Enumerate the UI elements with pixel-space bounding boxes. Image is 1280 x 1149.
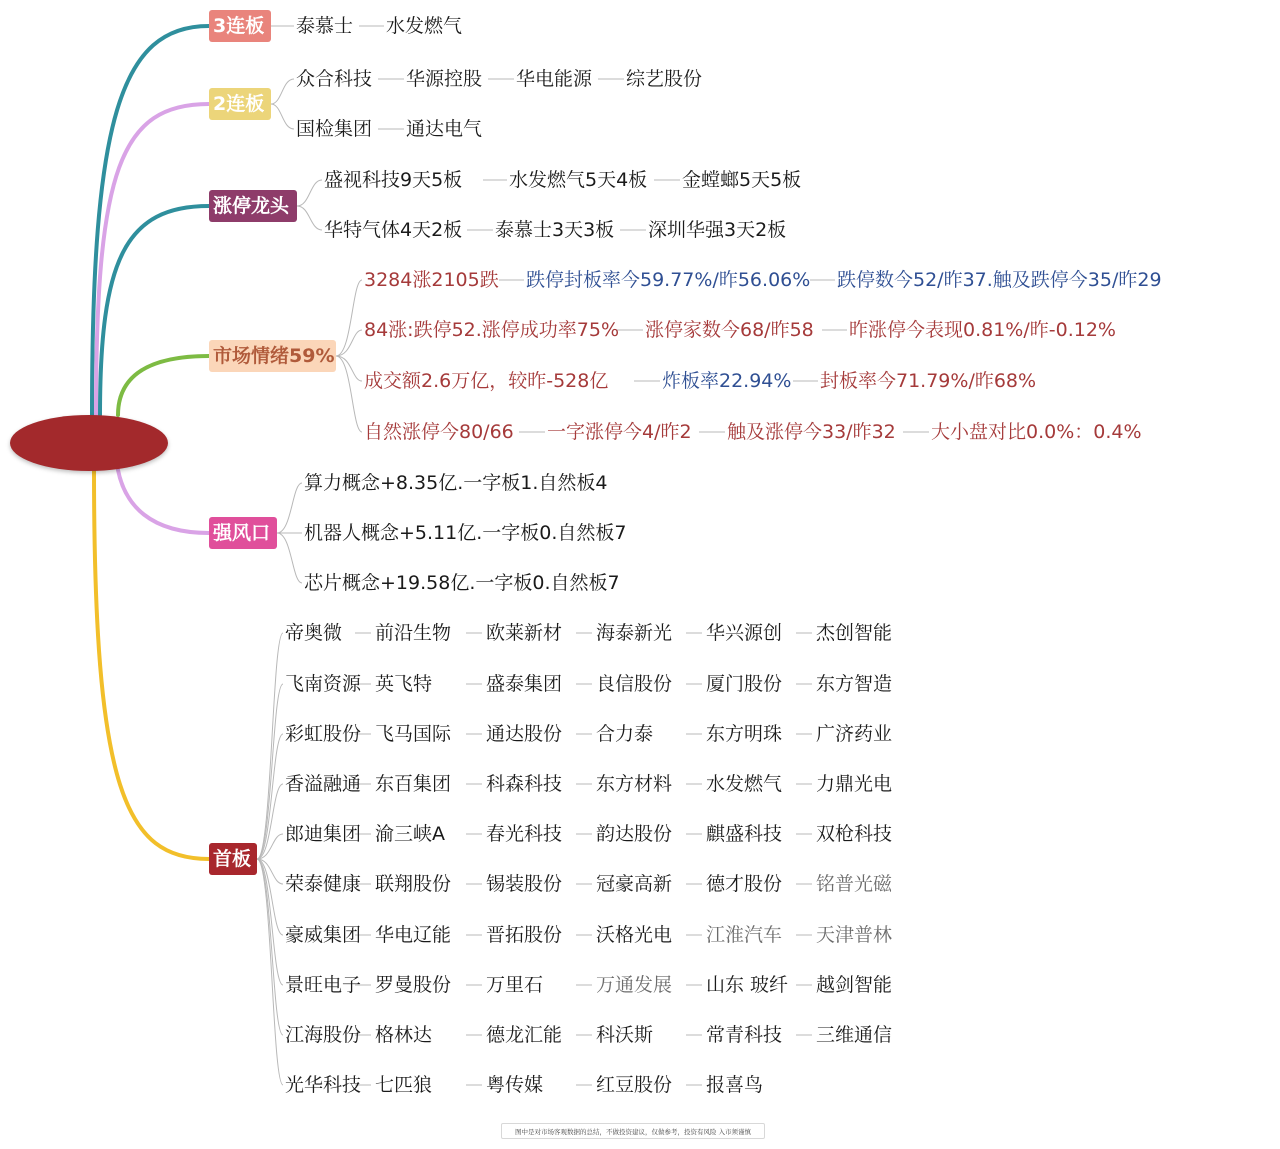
leaf-3lian[interactable]: 水发燃气 <box>386 15 463 37</box>
leaf-shouban[interactable]: 德龙汇能 <box>486 1024 563 1046</box>
branch-longtou <box>100 206 209 415</box>
leaf-sentiment[interactable]: 炸板率22.94% <box>662 370 792 392</box>
leaf-sentiment[interactable]: 自然涨停今80/66 <box>364 421 514 443</box>
leaf-shouban[interactable]: 飞马国际 <box>375 723 452 745</box>
leaf-shouban[interactable]: 合力泰 <box>596 723 654 745</box>
leaf-shouban[interactable]: 东方智造 <box>816 673 893 695</box>
leaf-shouban[interactable]: 韵达股份 <box>596 823 673 845</box>
leaf-shouban[interactable]: 广济药业 <box>816 723 893 745</box>
leaf-3lian[interactable]: 泰慕士 <box>296 15 354 37</box>
category-2lianban[interactable]: 2连板 <box>209 88 271 120</box>
category-market-sentiment[interactable]: 市场情绪59% <box>209 340 336 372</box>
leaf-shouban[interactable]: 双枪科技 <box>816 823 893 845</box>
leaf-shouban[interactable]: 欧莱新材 <box>486 622 563 644</box>
category-zhangting-longtou[interactable]: 涨停龙头 <box>209 190 297 222</box>
leaf-sentiment[interactable]: 84涨:跌停52.涨停成功率75% <box>364 319 620 341</box>
branch-2lian <box>96 104 209 415</box>
leaf-shouban[interactable]: 晋拓股份 <box>486 924 563 946</box>
leaf-sentiment[interactable]: 跌停数今52/昨37.触及跌停今35/昨29 <box>837 269 1162 291</box>
leaf-sentiment[interactable]: 涨停家数今68/昨58 <box>645 319 814 341</box>
category-shouban[interactable]: 首板 <box>209 843 257 875</box>
leaf-fengkou[interactable]: 芯片概念+19.58亿.一字板0.自然板7 <box>304 572 620 594</box>
disclaimer-footer: 图中是对市场客观数据的总结，不做投资建议，仅做参考，投资有风险 入市须谨慎 <box>501 1123 765 1139</box>
leaf-shouban[interactable]: 三维通信 <box>816 1024 893 1046</box>
leaf-shouban[interactable]: 渝三峡A <box>375 823 445 845</box>
leaf-longtou[interactable]: 泰慕士3天3板 <box>495 219 615 241</box>
leaf-shouban[interactable]: 英飞特 <box>375 673 433 695</box>
leaf-fengkou[interactable]: 算力概念+8.35亿.一字板1.自然板4 <box>304 472 608 494</box>
category-3lianban[interactable]: 3连板 <box>209 10 271 42</box>
branch-qingxu <box>118 356 209 415</box>
leaf-sentiment[interactable]: 大小盘对比0.0%：0.4% <box>931 421 1142 443</box>
leaf-shouban[interactable]: 豪威集团 <box>285 924 362 946</box>
leaf-shouban[interactable]: 荣泰健康 <box>285 873 362 895</box>
leaf-shouban[interactable]: 厦门股份 <box>706 673 783 695</box>
leaf-shouban[interactable]: 红豆股份 <box>596 1074 673 1096</box>
root-node[interactable] <box>10 415 168 471</box>
leaf-shouban[interactable]: 飞南资源 <box>285 673 362 695</box>
leaf-shouban[interactable]: 越剑智能 <box>816 974 893 996</box>
leaf-shouban[interactable]: 锡装股份 <box>486 873 563 895</box>
leaf-shouban[interactable]: 前沿生物 <box>375 622 452 644</box>
leaf-2lian[interactable]: 通达电气 <box>406 118 483 140</box>
leaf-shouban[interactable]: 江淮汽车 <box>706 924 783 946</box>
leaf-2lian[interactable]: 众合科技 <box>296 68 373 90</box>
leaf-shouban[interactable]: 郎迪集团 <box>285 823 362 845</box>
leaf-shouban[interactable]: 良信股份 <box>596 673 673 695</box>
leaf-shouban[interactable]: 光华科技 <box>285 1074 362 1096</box>
leaf-longtou[interactable]: 水发燃气5天4板 <box>509 169 648 191</box>
branch-shouban <box>94 470 209 859</box>
leaf-longtou[interactable]: 盛视科技9天5板 <box>324 169 463 191</box>
leaf-sentiment[interactable]: 一字涨停今4/昨2 <box>547 421 692 443</box>
leaf-2lian[interactable]: 综艺股份 <box>626 68 703 90</box>
leaf-2lian[interactable]: 华电能源 <box>516 68 593 90</box>
leaf-shouban[interactable]: 彩虹股份 <box>285 723 362 745</box>
leaf-shouban[interactable]: 科沃斯 <box>596 1024 654 1046</box>
leaf-fengkou[interactable]: 机器人概念+5.11亿.一字板0.自然板7 <box>304 522 627 544</box>
leaf-sentiment[interactable]: 3284涨2105跌 <box>364 269 499 291</box>
leaf-longtou[interactable]: 华特气体4天2板 <box>324 219 463 241</box>
leaf-shouban[interactable]: 东方材料 <box>596 773 673 795</box>
leaf-shouban[interactable]: 山东 玻纤 <box>706 974 789 996</box>
leaf-shouban[interactable]: 力鼎光电 <box>816 773 893 795</box>
leaf-shouban[interactable]: 香溢融通 <box>285 773 362 795</box>
category-qiang-fengkou[interactable]: 强风口 <box>209 517 277 549</box>
leaf-shouban[interactable]: 沃格光电 <box>596 924 673 946</box>
leaf-shouban[interactable]: 粤传媒 <box>486 1074 544 1096</box>
leaf-shouban[interactable]: 华兴源创 <box>706 622 783 644</box>
leaf-shouban[interactable]: 罗曼股份 <box>375 974 452 996</box>
leaf-shouban[interactable]: 景旺电子 <box>285 974 362 996</box>
leaf-sentiment[interactable]: 触及涨停今33/昨32 <box>727 421 896 443</box>
leaf-shouban[interactable]: 江海股份 <box>285 1024 362 1046</box>
leaf-2lian[interactable]: 华源控股 <box>406 68 483 90</box>
leaf-shouban[interactable]: 格林达 <box>375 1024 433 1046</box>
leaf-shouban[interactable]: 科森科技 <box>486 773 563 795</box>
leaf-shouban[interactable]: 盛泰集团 <box>486 673 563 695</box>
leaf-sentiment[interactable]: 跌停封板率今59.77%/昨56.06% <box>526 269 811 291</box>
branch-fengkou <box>118 470 209 533</box>
leaf-longtou[interactable]: 深圳华强3天2板 <box>648 219 787 241</box>
leaf-shouban[interactable]: 春光科技 <box>486 823 563 845</box>
leaf-shouban[interactable]: 铭普光磁 <box>816 873 893 895</box>
leaf-shouban[interactable]: 水发燃气 <box>706 773 783 795</box>
leaf-shouban[interactable]: 联翔股份 <box>375 873 452 895</box>
leaf-shouban[interactable]: 常青科技 <box>706 1024 783 1046</box>
leaf-shouban[interactable]: 东百集团 <box>375 773 452 795</box>
leaf-shouban[interactable]: 通达股份 <box>486 723 563 745</box>
leaf-sentiment[interactable]: 成交额2.6万亿，较昨-528亿 <box>364 370 609 392</box>
leaf-shouban[interactable]: 德才股份 <box>706 873 783 895</box>
leaf-sentiment[interactable]: 封板率今71.79%/昨68% <box>820 370 1037 392</box>
leaf-shouban[interactable]: 麒盛科技 <box>706 823 783 845</box>
leaf-shouban[interactable]: 冠豪高新 <box>596 873 673 895</box>
leaf-shouban[interactable]: 帝奥微 <box>285 622 343 644</box>
leaf-sentiment[interactable]: 昨涨停今表现0.81%/昨-0.12% <box>849 319 1116 341</box>
leaf-shouban[interactable]: 海泰新光 <box>596 622 673 644</box>
leaf-shouban[interactable]: 天津普林 <box>816 924 893 946</box>
leaf-shouban[interactable]: 万里石 <box>486 974 544 996</box>
leaf-shouban[interactable]: 杰创智能 <box>816 622 893 644</box>
leaf-shouban[interactable]: 万通发展 <box>596 974 673 996</box>
leaf-shouban[interactable]: 华电辽能 <box>375 924 452 946</box>
leaf-longtou[interactable]: 金螳螂5天5板 <box>682 169 802 191</box>
leaf-shouban[interactable]: 七匹狼 <box>375 1074 433 1096</box>
leaf-shouban[interactable]: 报喜鸟 <box>706 1074 764 1096</box>
leaf-2lian[interactable]: 国检集团 <box>296 118 373 140</box>
leaf-shouban[interactable]: 东方明珠 <box>706 723 783 745</box>
